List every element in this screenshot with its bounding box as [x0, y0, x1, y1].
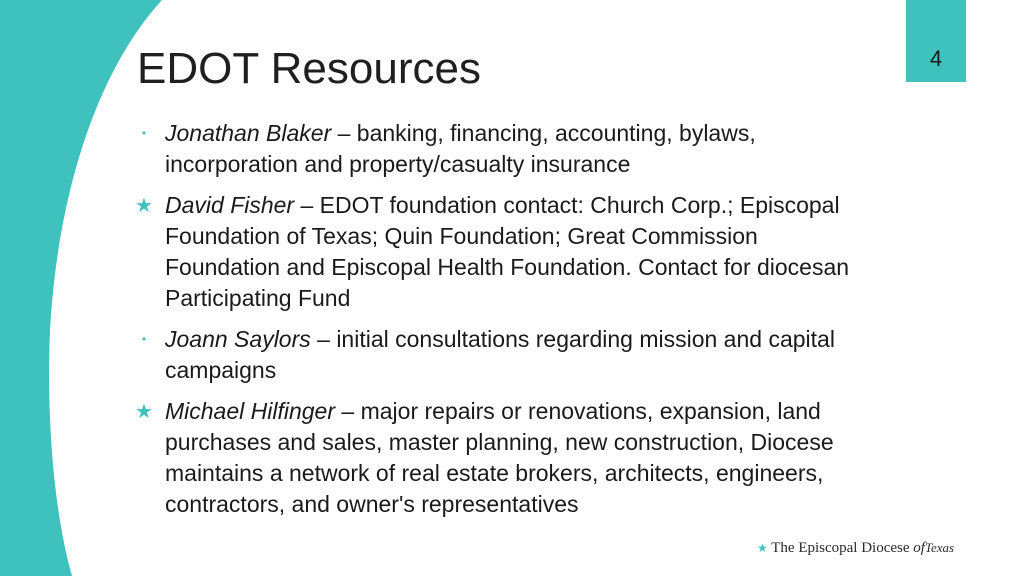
contact-name: Michael Hilfinger — [165, 398, 336, 424]
page-number: 4 — [906, 0, 966, 82]
diocese-logo — [757, 540, 969, 562]
list-item-joann-saylors — [130, 324, 850, 386]
bullet-dot-icon: • — [141, 332, 147, 346]
list-item-david-fisher — [130, 190, 850, 314]
bullet-dot-icon: • — [141, 126, 147, 140]
contact-description: – banking, financing, accounting, bylaws, incorporation and property/casualty insurance — [165, 120, 756, 177]
contact-name: Joann Saylors — [165, 326, 311, 352]
contact-description: – major repairs or renovations, expansion, land purchases and sales, master planning, new construction, Diocese maintains a network of real estate brokers, architects, engineers, contractors, and owner's representatives — [165, 398, 834, 517]
contact-description: – initial consultations regarding mission and capital campaigns — [165, 326, 835, 383]
bullet-star-icon: ★ — [135, 195, 153, 217]
logo-org-text: The Episcopal Diocese — [771, 540, 910, 556]
contact-description: – EDOT foundation contact: Church Corp.; Episcopal Foundation of Texas; Quin Foundation; Great Commission Foundation and Episcopal Health Foundation. Contact for diocesan Participating Fund — [165, 192, 850, 311]
list-item-jonathan-blaker — [130, 118, 850, 180]
bullet-star-icon: ★ — [135, 401, 153, 423]
slide-title: EDOT Resources — [137, 44, 481, 93]
resource-list — [130, 118, 850, 530]
contact-name: David Fisher — [165, 192, 295, 218]
list-item-michael-hilfinger — [130, 396, 850, 520]
logo-star-icon: ★ — [757, 541, 768, 555]
logo-state-text: Texas — [924, 540, 955, 555]
logo-of-text: of — [913, 540, 925, 556]
contact-name: Jonathan Blaker — [165, 120, 332, 146]
